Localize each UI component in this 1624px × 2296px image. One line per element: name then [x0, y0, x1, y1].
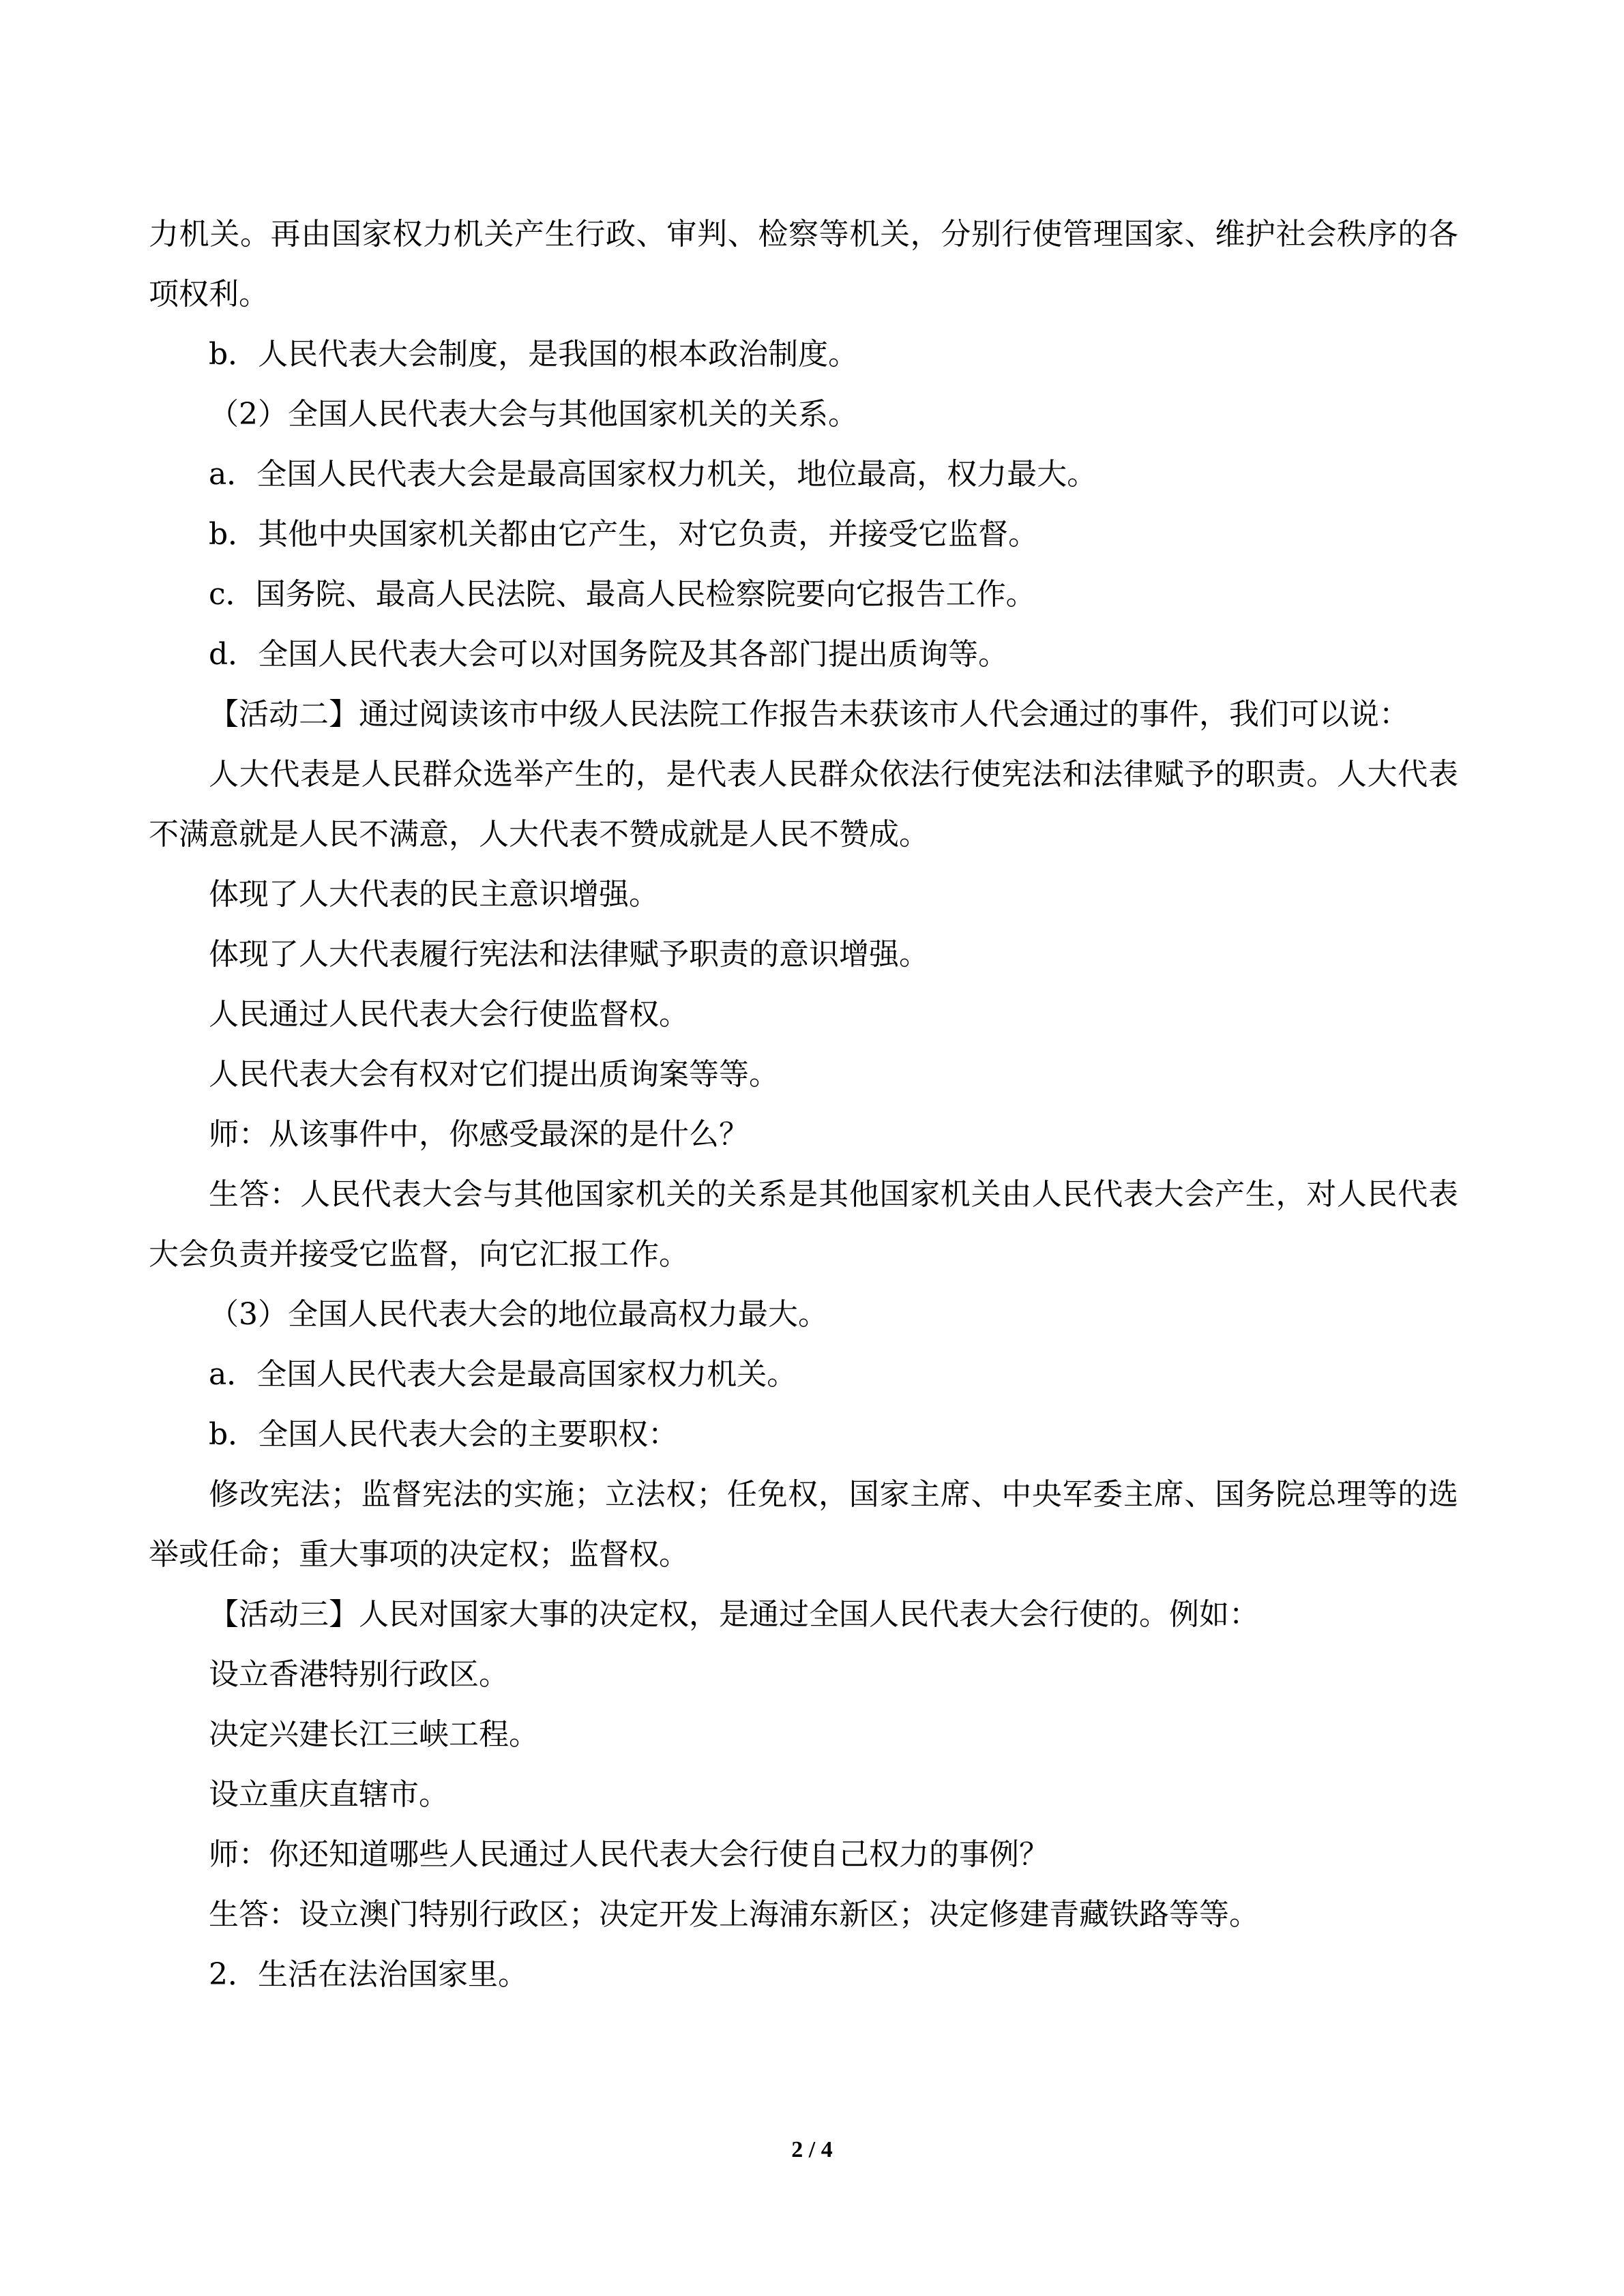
paragraph: b．其他中央国家机关都由它产生，对它负责，并接受它监督。 [209, 517, 1039, 552]
teacher-question: 师：从该事件中，你感受最深的是什么？ [209, 1117, 749, 1152]
paragraph: 体现了人大代表履行宪法和法律赋予职责的意识增强。 [209, 937, 929, 972]
paragraph: 设立重庆直辖市。 [209, 1777, 449, 1812]
paragraph: a．全国人民代表大会是最高国家权力机关，地位最高，权力最大。 [209, 457, 1097, 492]
paragraph: b．全国人民代表大会的主要职权： [209, 1417, 679, 1452]
section-heading: （3）全国人民代表大会的地位最高权力最大。 [209, 1297, 828, 1332]
teacher-question: 师：你还知道哪些人民通过人民代表大会行使自己权力的事例？ [209, 1837, 1049, 1872]
section-heading: （2）全国人民代表大会与其他国家机关的关系。 [209, 397, 858, 432]
paragraph: 人大代表是人民群众选举产生的，是代表人民群众依法行使宪法和法律赋予的职责。人大代表不满意就是人民不满意，人大代表不赞成就是人民不赞成。 [149, 757, 1458, 852]
section-heading: 2．生活在法治国家里。 [209, 1957, 528, 1992]
paragraph: c．国务院、最高人民法院、最高人民检察院要向它报告工作。 [209, 577, 1036, 612]
student-answer: 生答：人民代表大会与其他国家机关的关系是其他国家机关由人民代表大会产生，对人民代表大会负责并接受它监督，向它汇报工作。 [149, 1177, 1458, 1272]
document-body [149, 205, 1458, 2005]
paragraph: 人民通过人民代表大会行使监督权。 [209, 997, 689, 1032]
paragraph: a．全国人民代表大会是最高国家权力机关。 [209, 1357, 797, 1392]
activity-heading: 【活动三】人民对国家大事的决定权，是通过全国人民代表大会行使的。例如： [209, 1597, 1259, 1632]
paragraph-continuation: 力机关。再由国家权力机关产生行政、审判、检察等机关，分别行使管理国家、维护社会秩序的各项权利。 [149, 217, 1458, 312]
paragraph: 人民代表大会有权对它们提出质询案等等。 [209, 1057, 779, 1092]
paragraph: 决定兴建长江三峡工程。 [209, 1717, 539, 1752]
paragraph: d．全国人民代表大会可以对国务院及其各部门提出质询等。 [209, 637, 1009, 672]
student-answer: 生答：设立澳门特别行政区；决定开发上海浦东新区；决定修建青藏铁路等等。 [209, 1897, 1259, 1932]
activity-heading: 【活动二】通过阅读该市中级人民法院工作报告未获该市人代会通过的事件，我们可以说： [209, 697, 1409, 732]
paragraph: 修改宪法；监督宪法的实施；立法权；任免权，国家主席、中央军委主席、国务院总理等的选举或任命；重大事项的决定权；监督权。 [149, 1477, 1458, 1572]
page-number: 2 / 4 [791, 2137, 833, 2162]
paragraph: 设立香港特别行政区。 [209, 1657, 509, 1692]
paragraph: 体现了人大代表的民主意识增强。 [209, 877, 659, 912]
paragraph: b．人民代表大会制度，是我国的根本政治制度。 [209, 337, 859, 372]
